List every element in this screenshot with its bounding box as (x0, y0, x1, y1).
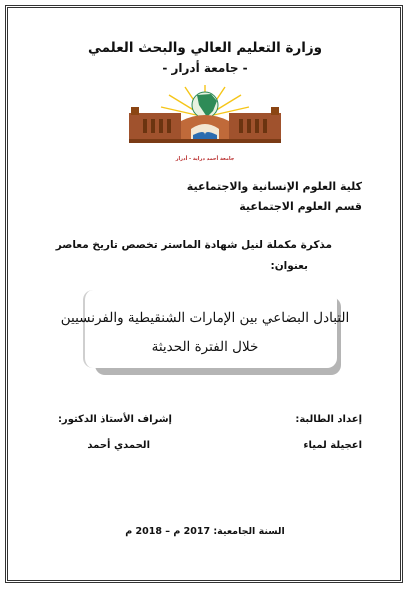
faculty-name: كلية العلوم الإنسانية والاجتماعية (186, 180, 362, 193)
supervisor-name: الحمدي أحمد (87, 440, 150, 451)
student-label: إعداد الطالبة: (295, 414, 362, 425)
title-frame (83, 290, 337, 368)
supervisor-label: إشراف الأستاذ الدكتور: (57, 414, 172, 425)
ministry-title: وزارة التعليم العالي والبحث العلمي (87, 40, 323, 56)
department-name: قسم العلوم الاجتماعية (239, 200, 362, 213)
thesis-title-line2: خلال الفترة الحديثة (151, 339, 259, 355)
university-name: - جامعة أدرار - (162, 61, 248, 75)
memo-description: مذكرة مكملة لنيل شهادة الماستر تخصص تاريخ معاصر (55, 239, 332, 251)
academic-year: السنة الجامعية: 2017 م – 2018 م (125, 526, 285, 537)
student-name: اعجيلة لمياء (303, 440, 362, 451)
titled-label: بعنوان: (270, 260, 308, 272)
logo-caption: جامعة أحمد دراية - أدرار (175, 156, 235, 162)
thesis-title-line1: التبادل البضاعي بين الإمارات الشنقيطية والفرنسيين (60, 310, 350, 326)
university-logo-icon (125, 83, 285, 155)
